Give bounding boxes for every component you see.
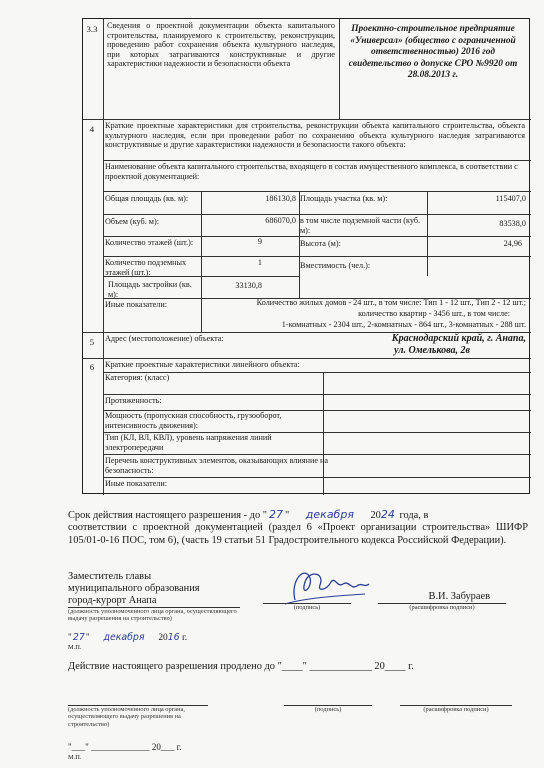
signer-name: В.И. Забураев: [428, 591, 490, 602]
extension-name-caption: (расшифровка подписи): [423, 706, 489, 713]
underground-volume-value: 83538,0: [499, 219, 526, 228]
underground-floors-value: 1: [257, 258, 262, 267]
design-docs-value: Проектно-строительное предприятие «Универсал» (общество с ограниченной ответственностью) 2016 год свидетельство о допуске СРО №9920 от 28.08.2013 г.: [348, 24, 518, 81]
validity-year-prefix: 20: [370, 510, 381, 521]
row-number: 3.3: [86, 24, 98, 34]
object-name-label: Наименование объекта капитального строительства, входящего в состав имущественного комплекса, в соответствии с проектной документацией:: [105, 162, 518, 181]
validity-quote: ": [285, 510, 290, 521]
linear-capacity-label: Мощность (пропускная способность, грузооборот, интенсивность движения):: [105, 411, 282, 430]
capacity-label: Вместимость (чел.):: [300, 261, 371, 270]
building-area-value: 33130,8: [235, 281, 262, 290]
design-docs-label: Сведения о проектной документации объекта капитального строительства, планируемого к строительству, реконструкции, проведению работ сохранения объекта культурного наследия, при которых затрагиваются конструктивные и другие характеристики надежности и безопасности объекта: [107, 21, 335, 69]
signature-date: "27" декабря 2016 г.: [68, 632, 188, 643]
volume-label: Объем (куб. м):: [105, 217, 159, 226]
position-caption: (должность уполномоченного лица органа, осуществляющего выдачу разрешения на строительство): [68, 608, 237, 623]
extension-date: "___" _____________ 20___ г.: [68, 742, 182, 752]
total-area-label: Общая площадь (кв. м):: [105, 194, 189, 203]
row-number: 5: [89, 337, 95, 347]
plot-area-label: Площадь участка (кв. м):: [300, 194, 388, 203]
name-caption: (расшифровка подписи): [409, 604, 475, 611]
stamp-mark: М.П.: [68, 644, 82, 651]
validity-year: 24: [380, 508, 395, 521]
signer-position-line-1: Заместитель главы: [68, 571, 152, 582]
extension-position-caption: (должность уполномоченного лица органа, осуществляющего выдачу разрешения на строительство): [68, 706, 185, 728]
signature-caption: (подпись): [293, 604, 321, 611]
plot-area-value: 115407,0: [495, 194, 526, 203]
validity-suffix: года, в: [399, 510, 429, 521]
other-indicators-line-2: количество квартир - 3456 шт., в том числе:: [358, 309, 510, 318]
signer-position-line-3: город-курорт Анапа: [68, 595, 157, 606]
validity-line-1: [68, 508, 528, 522]
floors-label: Количество этажей (шт.):: [105, 238, 194, 247]
height-value: 24,96: [503, 239, 522, 248]
row-number: 6: [89, 362, 95, 372]
linear-voltage-label: Тип (КЛ, ВЛ, КВЛ), уровень напряжения линий электропередачи: [105, 433, 272, 452]
extension-signature-caption: (подпись): [314, 706, 342, 713]
other-indicators-line-1: Количество жилых домов - 24 шт., в том числе: Тип 1 - 12 шт., Тип 2 - 12 шт.;: [256, 298, 526, 307]
validity-line-2: соответствии с проектной документацией (раздел 6 «Проект организации строительства» ШИФР 105/01-0-16 ПОС, том 6), (часть 19 статьи 51 Градостроительного кодекса Российской Федерации).: [68, 522, 528, 546]
linear-other-label: Иные показатели:: [105, 479, 168, 488]
underground-floors-label: Количество подземных этажей (шт.):: [105, 258, 187, 277]
linear-structural-elements-label: Перечень конструктивных элементов, оказывающих влияние на безопасность:: [105, 456, 329, 475]
validity-day: 27: [269, 508, 284, 521]
linear-category-label: Категория: (класс): [105, 373, 170, 382]
validity-month: декабря: [305, 508, 354, 521]
signature-date-suffix: г.: [182, 633, 188, 643]
signer-position: [68, 571, 200, 607]
other-indicators-line-3: 1-комнатных - 2304 шт., 2-комнатных - 864 шт., 3-комнатных - 288 шт.: [281, 320, 526, 329]
address-label: Адрес (местоположение) объекта:: [105, 334, 224, 343]
volume-value: 686070,0: [265, 216, 296, 225]
linear-length-label: Протяженность:: [105, 396, 162, 405]
other-indicators-label: Иные показатели:: [105, 300, 168, 309]
signature-date-year: 16: [167, 632, 180, 643]
total-area-value: 186130,8: [265, 194, 296, 203]
address-value-line-2: ул. Омелькова, 2в: [394, 345, 470, 356]
building-area-label: Площадь застройки (кв. м):: [108, 280, 192, 299]
height-label: Высота (м):: [300, 239, 341, 248]
project-characteristics-heading: Краткие проектные характеристики для строительства, реконструкции объекта капитального строительства, объекта культурного наследия, если при проведении работ по сохранению объекта культурного наследия затрагиваются конструктивные и другие характеристики надежности и безопасности такого объекта:: [105, 121, 525, 150]
address-value-line-1: Краснодарский край, г. Анапа,: [391, 333, 526, 344]
linear-object-heading: Краткие проектные характеристики линейного объекта:: [105, 360, 300, 369]
floors-value: 9: [257, 237, 262, 246]
signature-date-month: декабря: [103, 632, 145, 643]
row-number: 4: [89, 124, 95, 134]
validity-prefix: Срок действия настоящего разрешения - до ": [68, 510, 268, 521]
extension-line: Действие настоящего разрешения продлено до "____" ____________ 20____ г.: [68, 661, 414, 672]
underground-volume-label: в том числе подземной части (куб. м):: [300, 216, 421, 235]
signature-date-day: 27: [72, 632, 85, 643]
extension-stamp-mark: М.П.: [68, 754, 82, 761]
signer-position-line-2: муниципального образования: [68, 583, 200, 594]
